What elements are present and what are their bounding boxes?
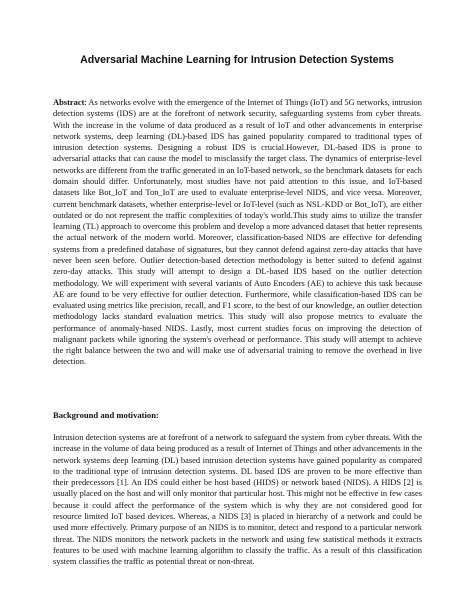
background-paragraph: Intrusion detection systems are at forefront of a network to safeguard the system from cyber threats. With the increase in the volume of data being produced as a result of Internet of Things and other advancements in the network systems deep learning (DL) based intrusion detection systems have gained popularity as compared to the traditional type of intrusion detection systems. DL based IDS are proven to be more effective than their predecessors [1]. An IDS could either be host based (HIDS) or network based (NIDS). A HIDS [2] is usually placed on the host and will only monitor that particular host. This might not be effective in few cases because it could affect the performance of the system which is why they are not considered good for resource limited IoT based devices. Whereas, a NIDS [3] is placed in hierarchy of a network and could be used more effectively. Primary purpose of an NIDS is to monitor, detect and respond to a particular network threat. The NIDS monitors the network packets in the network and using few statistical methods it extracts features to be used with machine learning algorithm to classify the traffic. As a result of this classification system classifies the traffic as potential threat or non-threat. <box>53 432 422 567</box>
abstract-paragraph <box>53 97 422 368</box>
abstract-label: Abstract <box>53 97 85 107</box>
section-heading-background: Background and motivation: <box>53 410 159 420</box>
paper-title: Adversarial Machine Learning for Intrusion Detection Systems <box>80 54 394 66</box>
abstract-text: : As networks evolve with the emergence of the Internet of Things (IoT) and 5G networks, intrusion detection systems (IDS) are at the forefront of network security, safeguarding systems from cyber threats. With the increase in the volume of data produced as a result of IoT and other advancements in enterprise network systems, deep learning (DL)-based IDS has gained popularity compared to traditional types of intrusion detection systems. Designing a robust IDS is crucial.However, DL-based IDS is prone to adversarial attacks that can cause the model to misclassify the target class. The dynamics of enterprise-level networks are different from the traffic generated in an IoT-based network, so the benchmark datasets for each domain should differ. Unfortunately, most studies have not paid attention to this issue, and IoT-based datasets like Bot_IoT and Ton_IoT are used to evaluate enterprise-level NIDS, and vice versa. Moreover, current benchmark datasets, whether enterprise-level or IoT-level (such as NSL-KDD or Bot_IoT), are either outdated or do not represent the traffic complexities of today's world.This study aims to utilize the transfer learning (TL) approach to overcome this problem and develop a more advanced dataset that better represents the actual network of the modern world. Moreover, classification-based NIDS are effective for defending systems from a predefined database of signatures, but they cannot defend against zero-day attacks that have never been seen before. Outlier detection-based detection methodology is better suited to defend against zero-day attacks. This study will attempt to design a DL-based IDS based on the outlier detection methodology. We will experiment with several variants of Auto Encoders (AE) to achieve this task because AE are found to be very effective for outlier detection. Furthermore, while classification-based IDS can be evaluated using metrics like precision, recall, and F1 score, to the best of our knowledge, an outlier detection methodology lacks standard evaluation metrics. This study will also propose metrics to evaluate the performance of anomaly-based NIDS. Lastly, most current studies focus on improving the detection of malignant packets while ignoring the system's overhead or performance. This study will attempt to achieve the right balance between the two and will make use of adversarial training to remove the overhead in live detection. <box>53 97 422 367</box>
